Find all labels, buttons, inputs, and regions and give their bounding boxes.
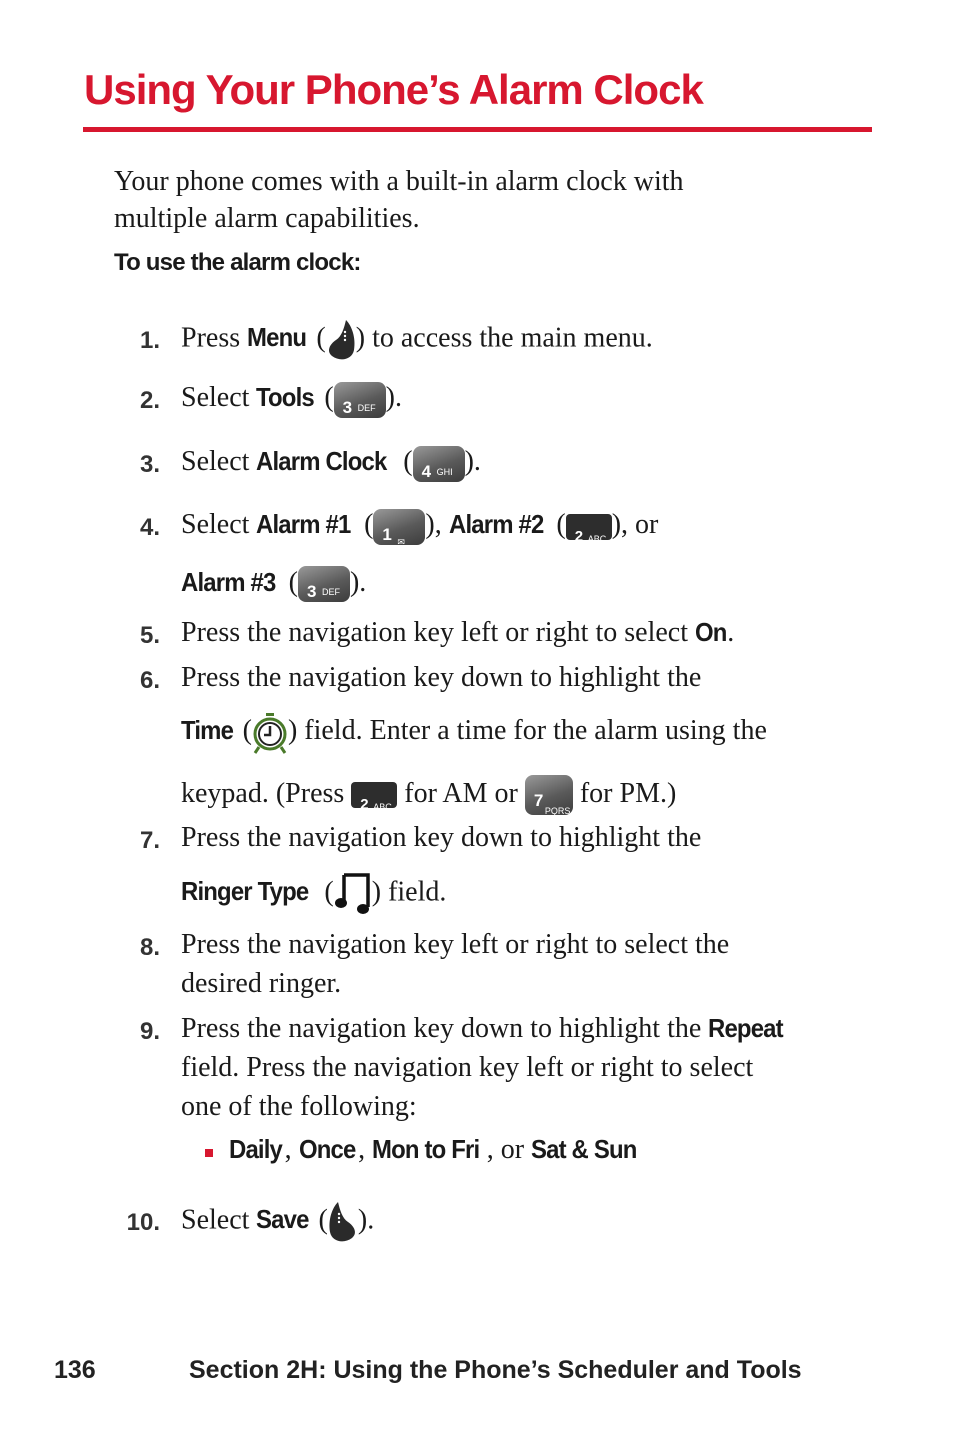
key-letters: GHI [436, 466, 453, 477]
step-text-end: ). [464, 446, 481, 477]
step-text: Press the navigation key left or right to select [181, 617, 695, 648]
page-number: 136 [54, 1356, 96, 1384]
step-text-end: ). [349, 566, 367, 598]
step-number: 1. [139, 327, 160, 354]
step-text: Press the navigation key down to highlight the [181, 662, 702, 693]
step-number: 9. [139, 1018, 160, 1045]
key-3-icon [334, 382, 386, 418]
alarm-clock-label: Alarm Clock [256, 446, 387, 476]
step-text: Select [181, 382, 257, 413]
step-text: Press the navigation key down to highlight the [181, 822, 702, 853]
option-mon-to-fri: Mon to Fri [372, 1134, 480, 1164]
step-6-line-3 [181, 774, 676, 816]
key-2-icon [566, 514, 612, 545]
alarm-clock-icon [252, 712, 288, 754]
menu-softkey-icon [326, 318, 356, 362]
music-note-icon [334, 871, 372, 917]
option-sat-sun: Sat & Sun [531, 1134, 637, 1164]
key-digit: 3 [342, 397, 353, 417]
page-title: Using Your Phone’s Alarm Clock [84, 66, 703, 113]
separator: , [358, 1134, 373, 1165]
on-label: On [694, 617, 727, 647]
paren-open: ( [311, 1204, 328, 1236]
step-text-end: ) to access the main menu. [355, 322, 653, 354]
step-4-line-2 [181, 563, 366, 603]
step-number: 3. [139, 451, 160, 478]
alarm-2-label: Alarm #2 [448, 509, 544, 539]
step-number: 5. [139, 622, 160, 649]
key-digit: 7 [533, 791, 544, 811]
intro-paragraph [114, 163, 834, 237]
key-letters: ABC [587, 533, 607, 544]
separator: , or [486, 1134, 532, 1165]
key-letters: DEF [321, 587, 340, 598]
save-softkey-icon [328, 1200, 358, 1244]
step-number: 7. [139, 827, 160, 854]
intro-line-1: Your phone comes with a built-in alarm clock with [114, 166, 684, 197]
intro-line-2: multiple alarm capabilities. [114, 203, 420, 234]
key-letters: DEF [357, 402, 376, 413]
section-footer: Section 2H: Using the Phone’s Scheduler and Tools [189, 1356, 802, 1384]
step-text: desired ringer. [181, 968, 342, 999]
step-text: Press [181, 322, 248, 354]
menu-label: Menu [247, 322, 307, 353]
separator: , [284, 1134, 299, 1165]
step-text-end: ) field. [371, 876, 447, 908]
alarm-1-label: Alarm #1 [256, 509, 351, 539]
paren-open: ( [549, 509, 566, 540]
step-text: Select [181, 1204, 257, 1236]
envelope-icon: ✉ [397, 536, 405, 547]
time-label: Time [181, 715, 234, 745]
step-text: one of the following: [181, 1091, 417, 1122]
step-text-end: for PM.) [572, 777, 677, 809]
step-text-end: ). [385, 382, 402, 413]
paren-open: ( [309, 322, 326, 354]
title-rule [83, 127, 872, 132]
step-number: 2. [139, 387, 160, 414]
step-text: ) field. Enter a time for the alarm using the [287, 715, 767, 746]
step-text: ), [425, 509, 449, 540]
step-text-end: . [727, 617, 735, 648]
key-letters: ABC [373, 802, 392, 813]
option-daily: Daily [229, 1134, 283, 1164]
step-6-line-2 [181, 711, 767, 754]
step-number: 4. [139, 514, 160, 541]
repeat-label: Repeat [708, 1013, 784, 1043]
key-digit: 1 [382, 524, 392, 544]
key-1-icon [373, 509, 425, 545]
step-text: Press the navigation key down to highlight the [181, 1013, 709, 1044]
paren-open: ( [281, 566, 298, 598]
step-number: 8. [139, 934, 160, 961]
step-text: field. Press the navigation key left or right to select [181, 1052, 754, 1083]
step-text: Select [181, 446, 257, 477]
paren-open: ( [396, 446, 413, 477]
paren-open: ( [357, 509, 374, 540]
paren-open: ( [317, 382, 334, 413]
step-number: 10. [126, 1209, 160, 1236]
procedure-heading: To use the alarm clock: [114, 249, 361, 276]
ringer-type-label: Ringer Type [181, 876, 309, 907]
step-text: keypad. (Press [181, 777, 352, 809]
key-letters: PQRS [544, 806, 571, 817]
option-once: Once [298, 1134, 356, 1164]
key-4-icon [413, 446, 465, 482]
step-text: Select [181, 509, 257, 540]
key-2-icon [351, 782, 397, 814]
key-digit: 3 [306, 582, 317, 602]
step-number: 6. [139, 667, 160, 694]
key-digit: 2 [360, 796, 369, 814]
step-7-line-2 [181, 871, 446, 917]
key-7-icon [525, 775, 573, 815]
bullet-marker [205, 1149, 213, 1157]
alarm-3-label: Alarm #3 [181, 566, 276, 597]
save-label: Save [256, 1204, 309, 1235]
key-digit: 4 [421, 461, 432, 481]
paren-open: ( [235, 715, 252, 746]
step-text: ), or [611, 509, 659, 540]
step-text-end: ). [357, 1204, 375, 1236]
tools-label: Tools [256, 382, 315, 412]
key-digit: 2 [574, 527, 584, 545]
paren-open: ( [317, 876, 334, 908]
step-text: for AM or [397, 777, 525, 809]
step-text: Press the navigation key left or right to select the [181, 929, 730, 960]
key-3-icon [298, 566, 350, 602]
